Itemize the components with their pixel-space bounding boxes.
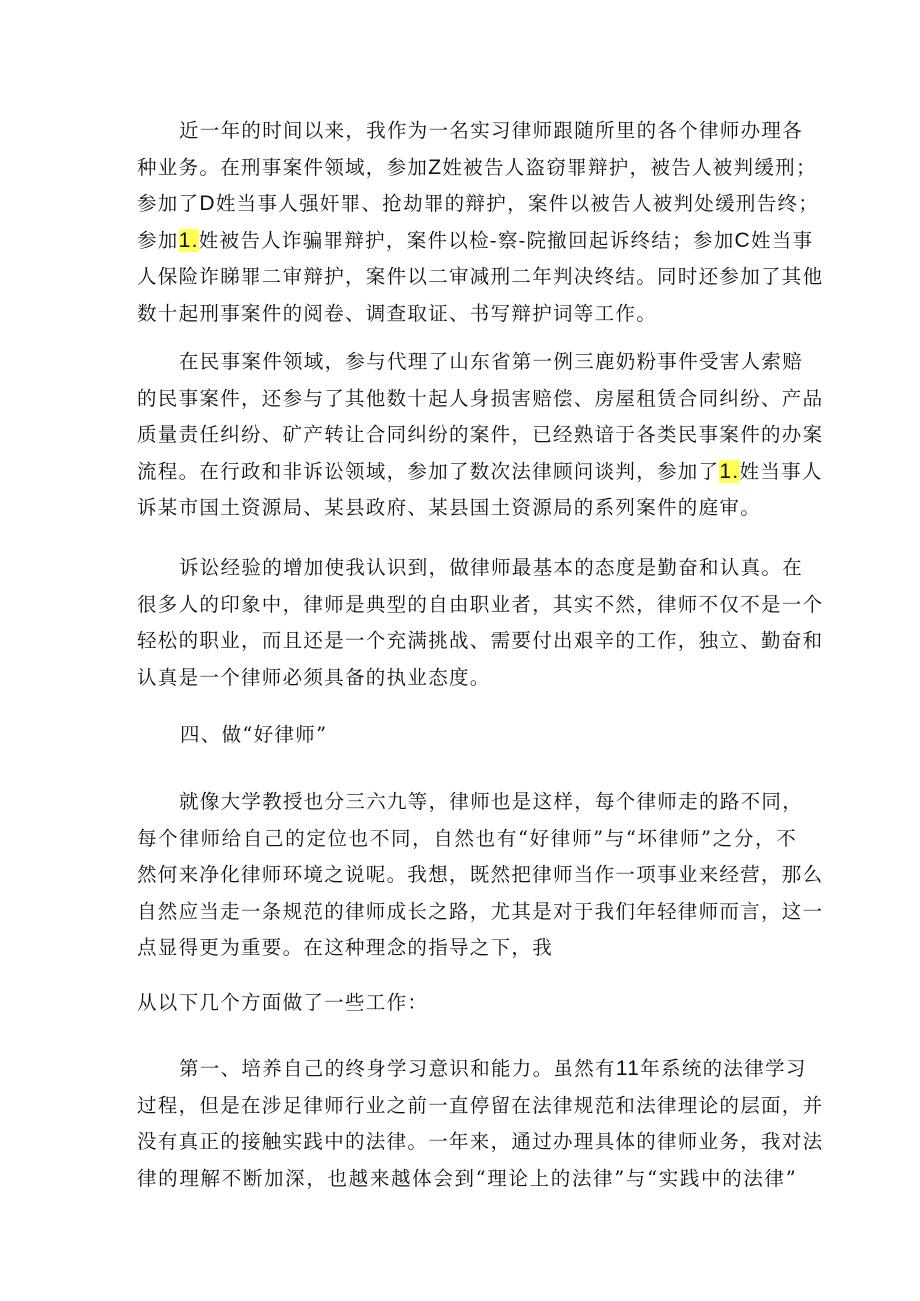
paragraph-line: 轻松的职业，而且还是一个充满挑战、需要付出艰辛的工作，独立、勤奋和 (137, 629, 824, 652)
paragraph-line: 就像大学教授也分三六九等，律师也是这样，每个律师走的路不同， (179, 790, 804, 813)
paragraph-line: 律的理解不断加深，也越来越体会到“理论上的法律”与“实践中的法律” (137, 1166, 797, 1190)
surname-initial: C (734, 228, 751, 252)
paragraph-line: 种业务。在刑事案件领域，参加Z姓被告人盗窃罪辩护，被告人被判缓刑； (137, 155, 817, 179)
paragraph-line: 的民事案件，还参与了其他数十起人身损害赔偿、房屋租赁合同纠纷、产品 (137, 386, 824, 410)
surname-initial: D (199, 192, 216, 215)
highlighted-mark: 1. (178, 228, 199, 252)
paragraph-line: 人保险诈睇罪二审辩护，案件以二审减刑二年判决终结。同时还参加了其他 (137, 265, 824, 288)
paragraph-line: 数十起刑事案件的阅卷、调查取证、书写辩护词等工作。 (137, 301, 658, 325)
paragraph-intro-list (137, 985, 797, 1022)
paragraph-line: 流程。在行政和非诉讼领域，参加了数次法律顾问谈判，参加了1.姓当事人 (137, 459, 823, 483)
paragraph-line: 每个律师给自己的定位也不同，自然也有“好律师”与“坏律师”之分，不 (137, 826, 797, 850)
paragraph-criminal-cases (137, 113, 824, 332)
paragraph-lifelong-learning (137, 1051, 824, 1197)
paragraph-line: 从以下几个方面做了一些工作： (137, 991, 429, 1014)
paragraph-line: 诉讼经验的增加使我认识到，做律师最基本的态度是勤奋和认真。在 (179, 556, 804, 579)
surname-initial: Z (428, 155, 443, 179)
paragraph-line: 认真是一个律师必须具备的执业态度。 (137, 665, 491, 689)
paragraph-line: 很多人的印象中，律师是典型的自由职业者，其实不然，律师不仅不是一个 (137, 592, 824, 616)
paragraph-line: 诉某市国土资源局、某县政府、某县国土资源局的系列案件的庭审。 (137, 496, 762, 519)
number-eleven: 11 (615, 1057, 641, 1080)
paragraph-line: 然何来净化律师环境之说呢。我想，既然把律师当作一项事业来经营，那么 (137, 863, 824, 886)
highlighted-mark: 1. (719, 459, 740, 483)
paragraph-line: 近一年的时间以来，我作为一名实习律师跟随所里的各个律师办理各 (179, 119, 804, 142)
paragraph-line: 过程，但是在涉足律师行业之前一直停留在法律规范和法律理论的层面，并 (137, 1093, 824, 1117)
paragraph-line: 没有真正的接触实践中的法律。一年来，通过办理具体的律师业务，我对法 (137, 1130, 824, 1153)
paragraph-civil-cases (137, 344, 824, 527)
section-heading: 四、做“好律师” (180, 723, 328, 746)
paragraph-good-lawyer (137, 784, 824, 967)
paragraph-line: 在民事案件领域，参与代理了山东省第一例三鹿奶粉事件受害人索赔 (179, 350, 804, 373)
paragraph-line: 参加1.姓被告人诈骗罪辩护，案件以检-察-院撤回起诉终结；参加C姓当事 (137, 228, 814, 252)
paragraph-attitude (137, 550, 824, 696)
paragraph-line: 参加了D姓当事人强奸罪、抢劫罪的辩护，案件以被告人被判处缓刑告终； (137, 192, 820, 215)
paragraph-line: 点显得更为重要。在这种理念的指导之下，我 (137, 936, 554, 959)
paragraph-line: 自然应当走一条规范的律师成长之路，尤其是对于我们年轻律师而言，这一 (137, 899, 824, 923)
paragraph-line: 质量责任纠纷、矿产转让合同纠纷的案件，已经熟谙于各类民事案件的办案 (137, 423, 824, 446)
paragraph-line: 第一、培养自己的终身学习意识和能力。虽然有11年系统的法律学习 (179, 1057, 807, 1080)
